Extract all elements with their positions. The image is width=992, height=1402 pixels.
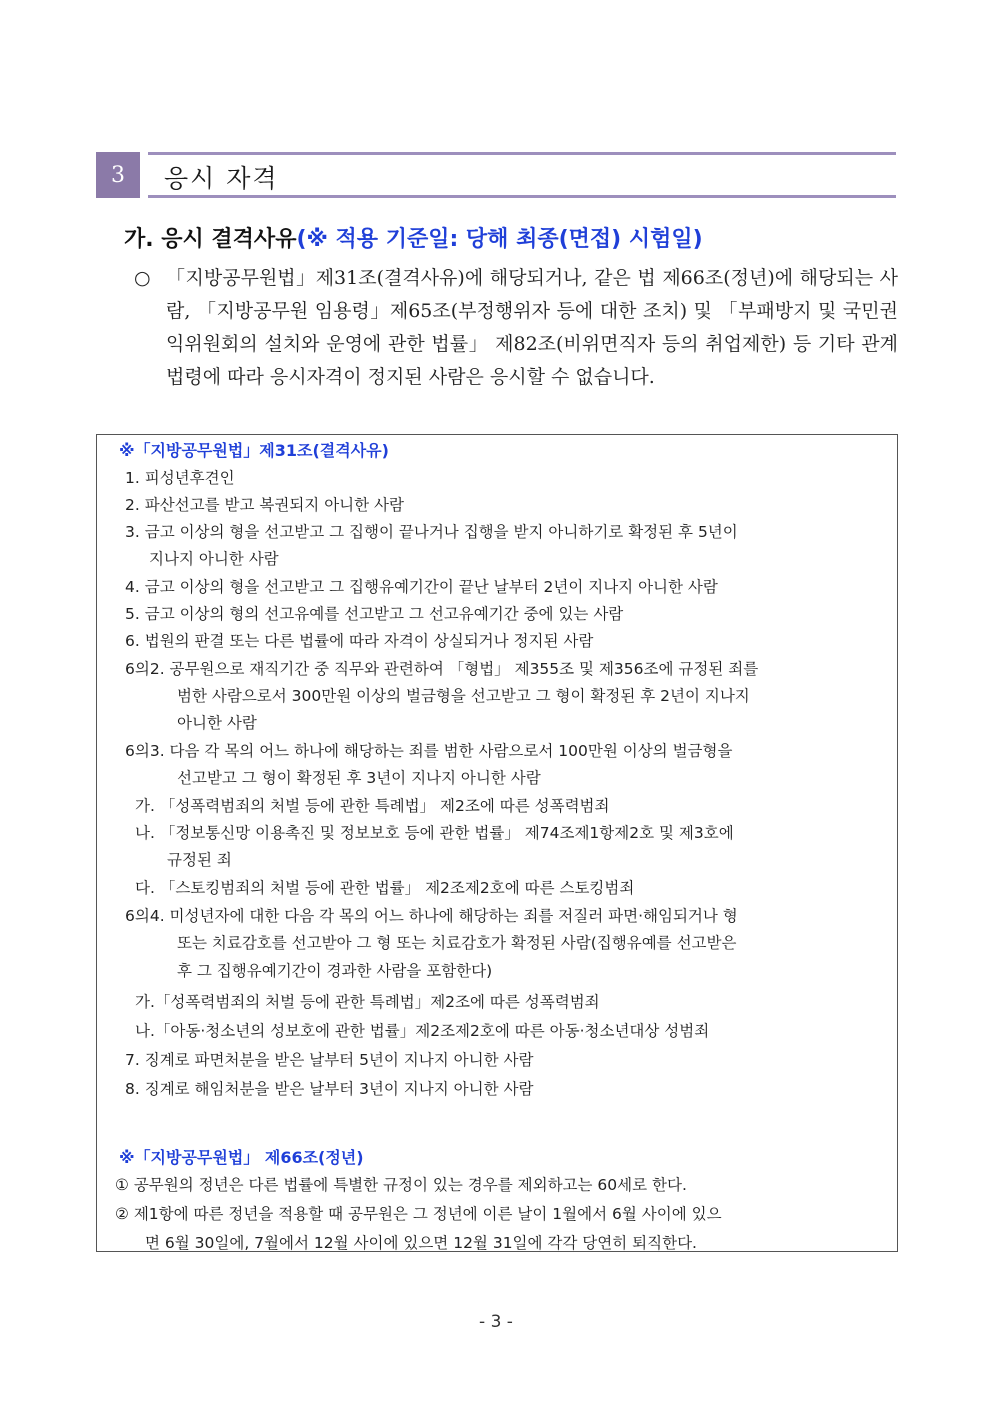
list-item: 아니한 사람 — [177, 714, 257, 732]
law-excerpt-box — [96, 434, 898, 1252]
list-item: 3. 금고 이상의 형을 선고받고 그 집행이 끝나거나 집행을 받지 아니하기로 확정된 후 5년이 — [125, 523, 738, 541]
intro-text: 「지방공무원법」제31조(결격사유)에 해당되거나, 같은 법 제66조(정년)에 해당되는 사람, 「지방공무원 임용령」제65조(부정행위자 등에 대한 조치) 및 「부패방지 및 국민권익위원회의 설치와 운영에 관한 법률」 제82조(비위면직자 등의 취업제한) 등 기타 관계법령에 따라 응시자격이 정지된 사람은 응시할 수 없습니다. — [166, 267, 898, 388]
list-item: 범한 사람으로서 300만원 이상의 벌금형을 선고받고 그 형이 확정된 후 2년이 지나지 — [177, 687, 750, 705]
intro-paragraph — [134, 262, 898, 394]
subheading — [124, 222, 703, 253]
subheading-main: 가. 응시 결격사유 — [124, 227, 297, 252]
list-item: 지나지 아니한 사람 — [149, 550, 279, 568]
box-heading-2: ※「지방공무원법」 제66조(정년) — [119, 1148, 364, 1167]
list-item: 1. 피성년후견인 — [125, 469, 235, 487]
list-item: 6의2. 공무원으로 재직기간 중 직무와 관련하여 「형법」 제355조 및 제356조에 규정된 죄를 — [125, 660, 759, 678]
list-item: ① 공무원의 정년은 다른 법률에 특별한 규정이 있는 경우를 제외하고는 60세로 한다. — [115, 1176, 687, 1194]
list-item: 2. 파산선고를 받고 복권되지 아니한 사람 — [125, 496, 404, 514]
list-item: 후 그 집행유예기간이 경과한 사람을 포함한다) — [177, 962, 493, 980]
page-number: - 3 - — [479, 1312, 513, 1332]
list-item: 나. 「정보통신망 이용촉진 및 정보보호 등에 관한 법률」 제74조제1항제2호 및 제3호에 — [135, 824, 734, 842]
box-heading-1: ※「지방공무원법」제31조(결격사유) — [119, 441, 389, 460]
subheading-note: (※ 적용 기준일: 당해 최종(면접) 시험일) — [296, 227, 703, 252]
list-item: 면 6월 30일에, 7월에서 12월 사이에 있으면 12월 31일에 각각 당연히 퇴직한다. — [145, 1234, 697, 1252]
bullet-icon: ○ — [134, 267, 151, 289]
list-item: 가. 「성폭력범죄의 처벌 등에 관한 특례법」 제2조에 따른 성폭력범죄 — [135, 797, 610, 815]
list-item: 5. 금고 이상의 형의 선고유예를 선고받고 그 선고유예기간 중에 있는 사람 — [125, 605, 624, 623]
list-item: 7. 징계로 파면처분을 받은 날부터 5년이 지나지 아니한 사람 — [125, 1051, 534, 1069]
list-item: 가.「성폭력범죄의 처벌 등에 관한 특례법」제2조에 따른 성폭력범죄 — [135, 993, 600, 1011]
list-item: 규정된 죄 — [167, 851, 232, 869]
list-item: 6의3. 다음 각 목의 어느 하나에 해당하는 죄를 범한 사람으로서 100만원 이상의 벌금형을 — [125, 742, 733, 760]
list-item: 나.「아동·청소년의 성보호에 관한 법률」제2조제2호에 따른 아동·청소년대상 성범죄 — [135, 1022, 710, 1040]
section-bar — [148, 152, 896, 198]
list-item: 8. 징계로 해임처분을 받은 날부터 3년이 지나지 아니한 사람 — [125, 1080, 534, 1098]
section-number: 3 — [96, 152, 140, 198]
section-title: 응시 자격 — [164, 164, 279, 193]
list-item: 6의4. 미성년자에 대한 다음 각 목의 어느 하나에 해당하는 죄를 저질러 파면·해임되거나 형 — [125, 907, 738, 925]
list-item: 또는 치료감호를 선고받아 그 형 또는 치료감호가 확정된 사람(집행유예를 선고받은 — [177, 934, 737, 952]
list-item: 4. 금고 이상의 형을 선고받고 그 집행유예기간이 끝난 날부터 2년이 지나지 아니한 사람 — [125, 578, 718, 596]
list-item: ② 제1항에 따른 정년을 적용할 때 공무원은 그 정년에 이른 날이 1월에서 6월 사이에 있으 — [115, 1205, 722, 1223]
list-item: 6. 법원의 판결 또는 다른 법률에 따라 자격이 상실되거나 정지된 사람 — [125, 632, 594, 650]
list-item: 선고받고 그 형이 확정된 후 3년이 지나지 아니한 사람 — [177, 769, 541, 787]
section-header — [96, 152, 896, 198]
list-item: 다. 「스토킹범죄의 처벌 등에 관한 법률」 제2조제2호에 따른 스토킹범죄 — [135, 879, 635, 897]
